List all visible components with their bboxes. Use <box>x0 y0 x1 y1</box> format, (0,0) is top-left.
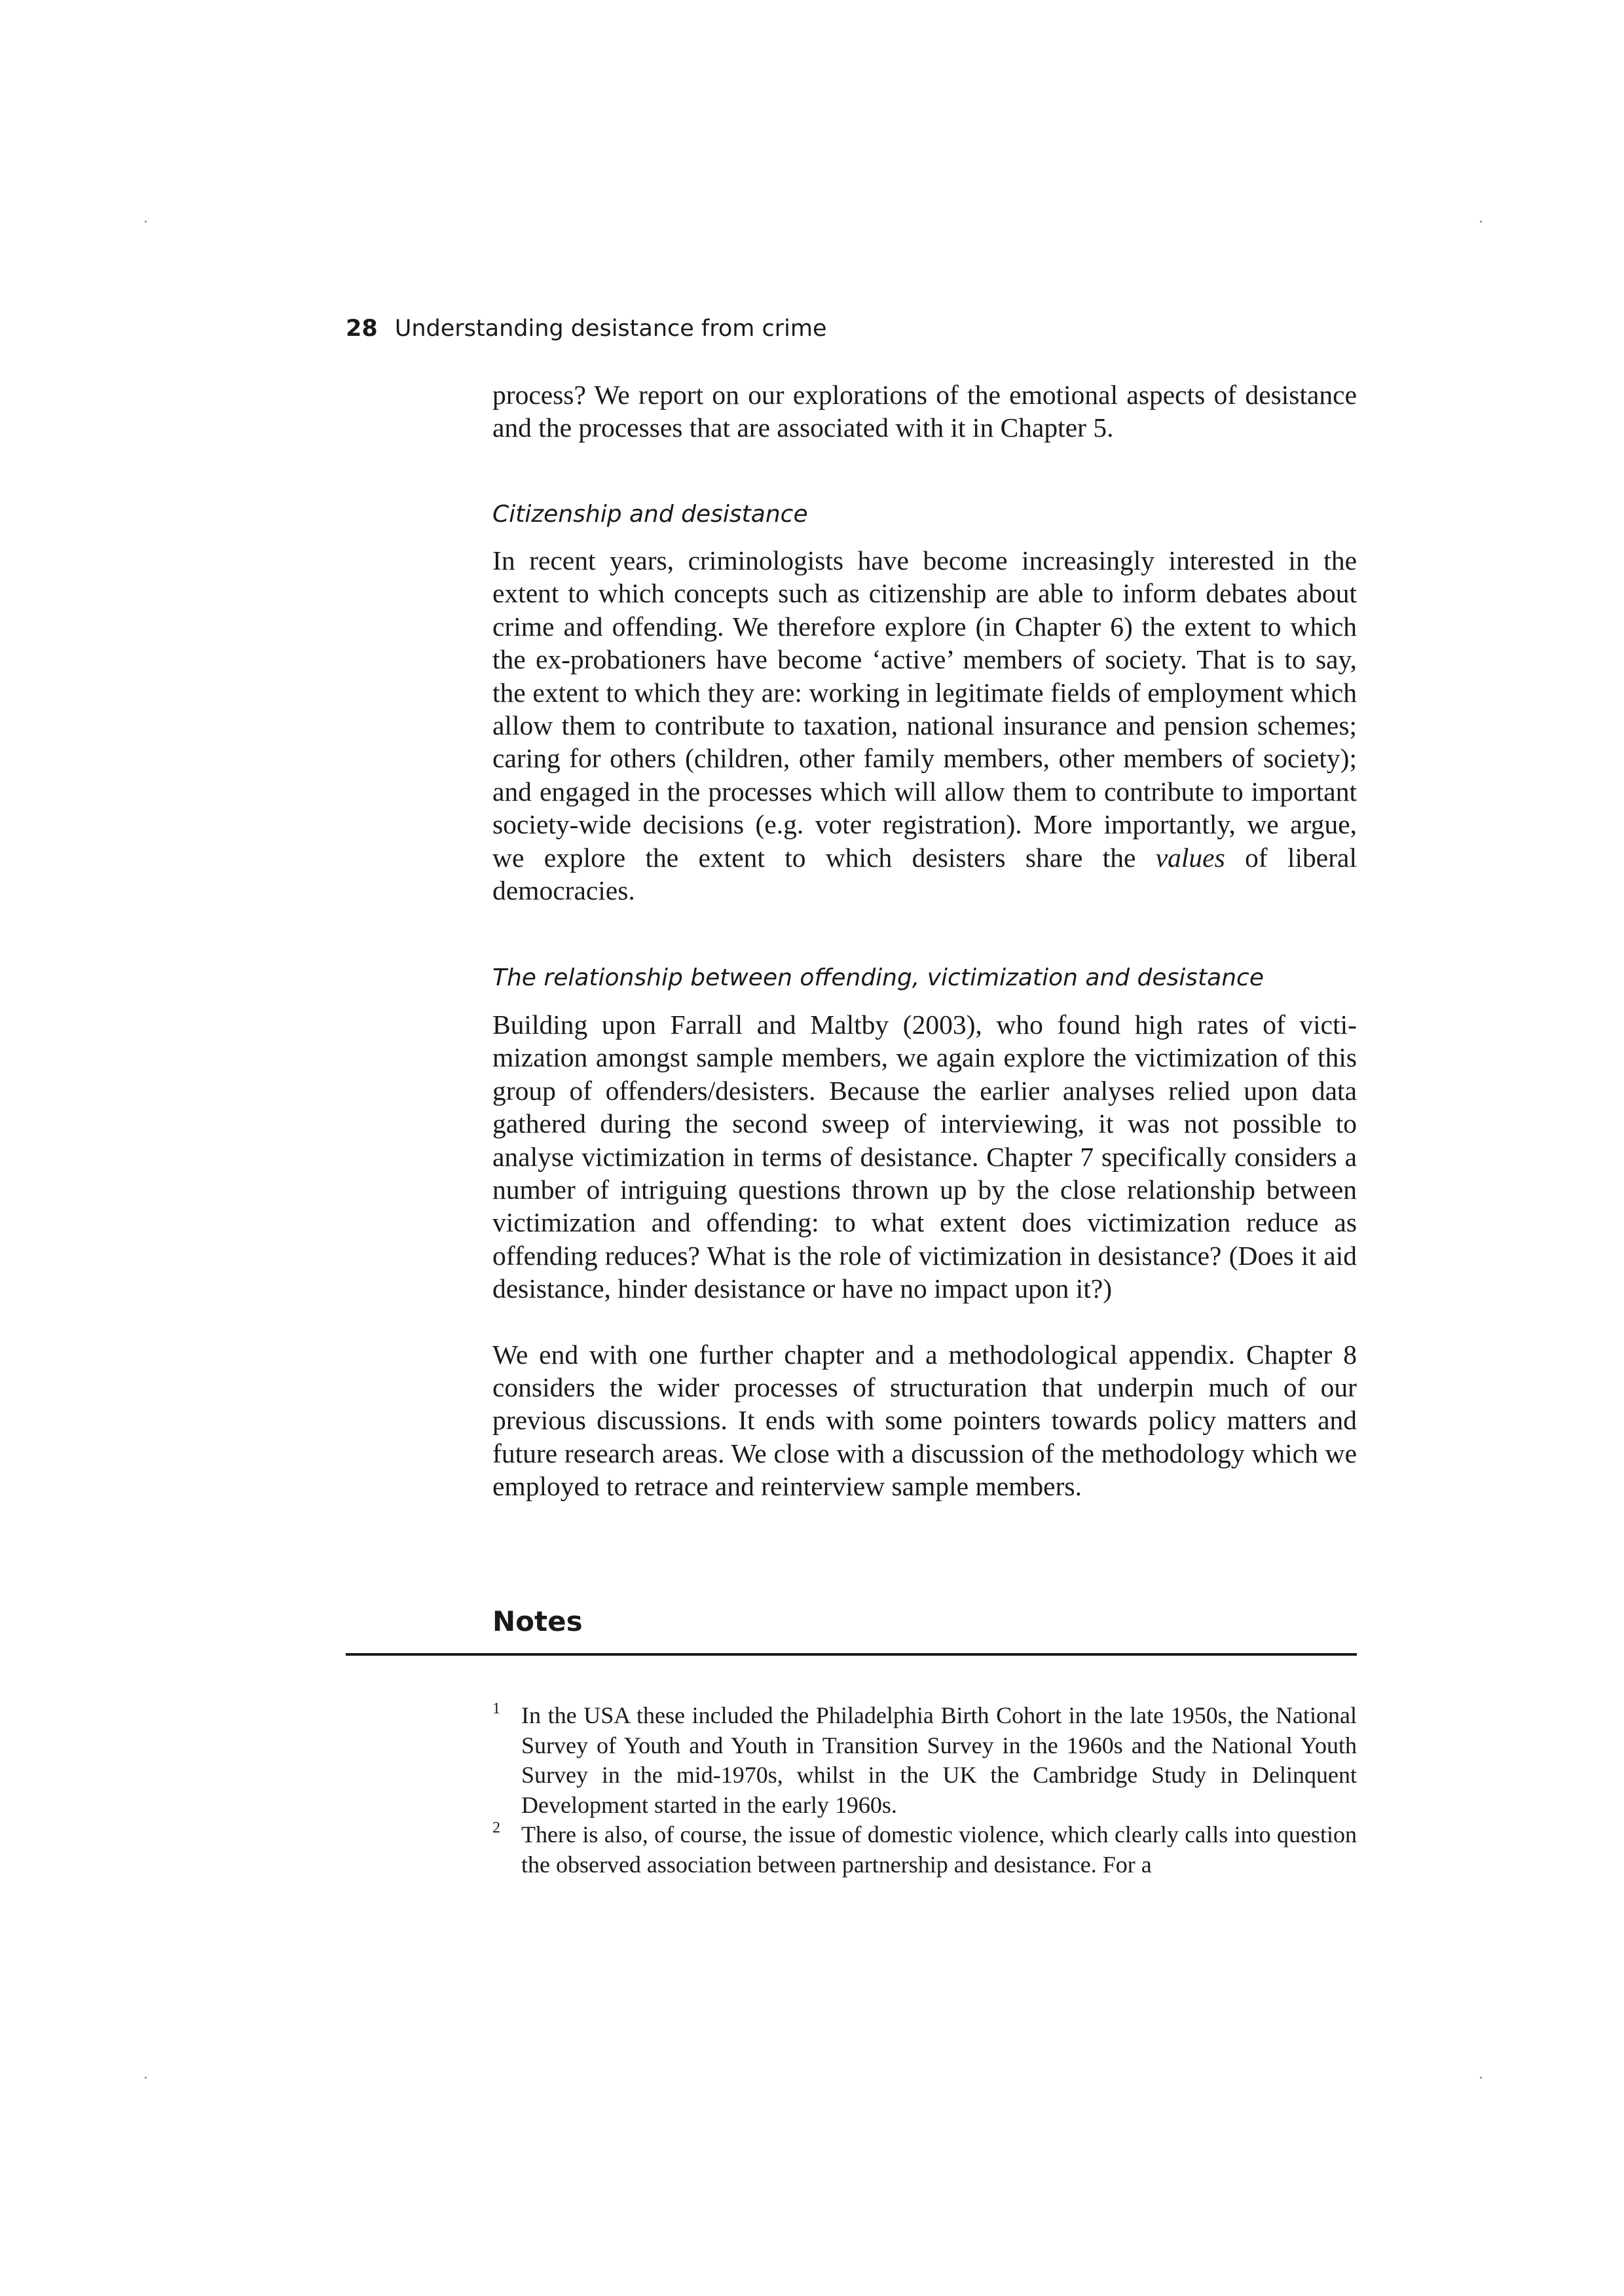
crop-mark-bottom-right <box>1480 2077 1482 2079</box>
citizenship-block <box>492 544 1357 907</box>
note-text: In the USA these included the Philadelphia Birth Cohort in the late 1950s, the National Survey of Youth and Youth in Transition Survey in the 1960s and the National Youth Survey in the mid-1970s, whilst in the UK the Cambridge Study in Delinquent Development started in the early 1960s. <box>521 1702 1357 1818</box>
notes-divider <box>346 1653 1357 1656</box>
victimization-block <box>492 1008 1357 1503</box>
crop-mark-top-left <box>145 221 147 223</box>
notes-list <box>492 1701 1357 1880</box>
crop-mark-top-right <box>1480 221 1482 223</box>
crop-mark-bottom-left <box>145 2077 147 2079</box>
note-item <box>492 1701 1357 1820</box>
page-number: 28 <box>346 316 378 342</box>
closing-paragraph: We end with one further chapter and a methodological appendix. Chapter 8 considers the wider processes of structuration that underpin much of our previous discussions. It ends with some pointers towards policy matters and future research areas. We close with a discussion of the methodology which we employed to retrace and reinterview sample members. <box>492 1339 1357 1502</box>
note-marker: 1 <box>492 1700 500 1717</box>
running-head <box>346 313 826 344</box>
citizenship-text-after: of liberal democracies. <box>492 842 1357 906</box>
victimization-paragraph: Building upon Farrall and Maltby (2003), who found high rates of victimization amongst sample members, we again explore the victimization of this group of offenders/desisters. Because the earlier analyses relied upon data gathered during the second sweep of interviewing, it was not possible to analyse victimization in terms of desistance. Chapter 7 specifically considers a number of intriguing questions thrown up by the close relationship between victimization and offending: to what extent does victimization reduce as offending reduces? What is the role of victimization in desistance? (Does it aid desistance, hinder desistance or have no impact upon it?) <box>492 1010 1357 1304</box>
citizenship-text-before: In recent years, criminologists have become increasingly interested in the extent to which concepts such as citizenship are able to inform debates about crime and offending. We therefore explore (in Chapter 6) the extent to which the ex-probationers have become ‘active’ members of society. That is to say, the extent to which they are: working in legitimate fields of employment which allow them to contribute to taxation, national insurance and pension schemes; caring for others (children, other family members, other members of society); and engaged in the processes which will allow them to contribute to important society-wide decisions (e.g. voter registration). More importantly, we argue, we explore the extent to which desisters share the <box>492 545 1357 873</box>
intro-paragraph: process? We report on our explorations of the emotional aspects of desistance and the processes that are associated with it in Chapter 5. <box>492 380 1357 443</box>
citizenship-paragraph <box>492 544 1357 907</box>
note-marker: 2 <box>492 1819 500 1837</box>
note-text: There is also, of course, the issue of domestic violence, which clearly calls into question the observed association between partnership and desistance. For a <box>521 1821 1357 1878</box>
running-head-title: Understanding desistance from crime <box>394 316 827 342</box>
victimization-heading: The relationship between offending, victimization and desistance <box>492 964 1264 991</box>
citizenship-emphasis: values <box>1155 842 1225 873</box>
note-item <box>492 1820 1357 1880</box>
citizenship-heading: Citizenship and desistance <box>492 501 808 528</box>
intro-block <box>492 378 1357 445</box>
notes-heading: Notes <box>492 1605 583 1637</box>
